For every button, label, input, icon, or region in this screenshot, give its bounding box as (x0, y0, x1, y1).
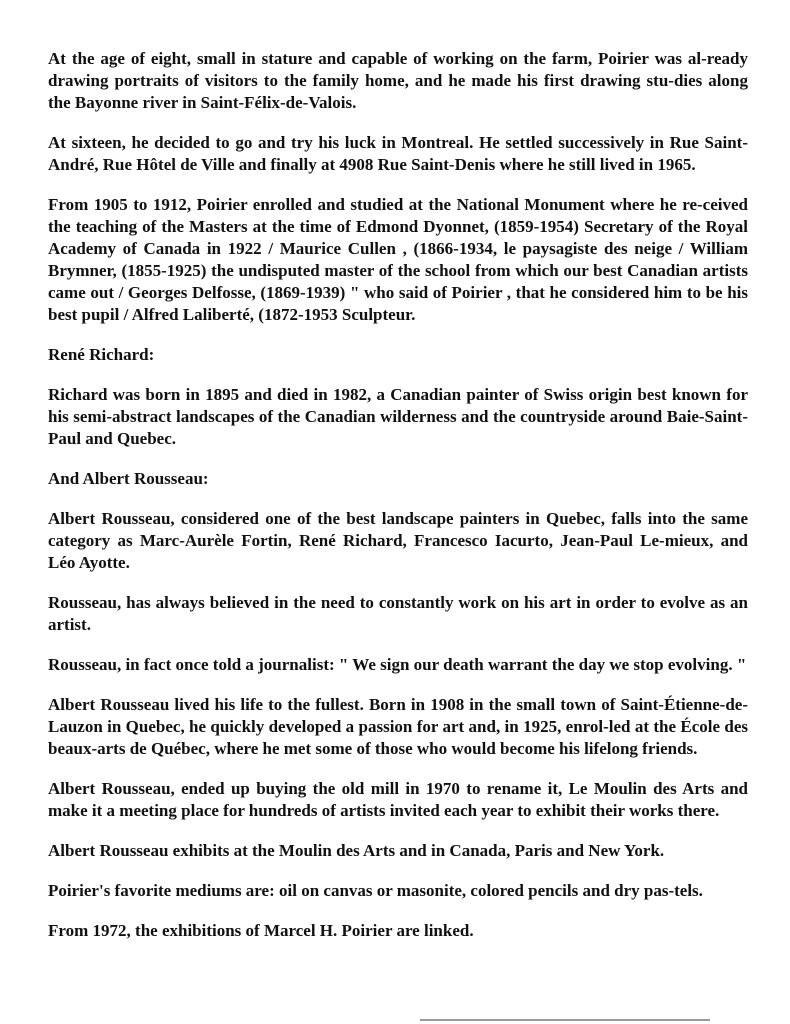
paragraph-rousseau-quote: Rousseau, in fact once told a journalist: " We sign our death warrant the day we stop evolving. " (48, 655, 747, 674)
paragraph-childhood: At the age of eight, small in stature and capable of working on the farm, Poirier was al-ready drawing portraits of visitors to the family home, and he made his first drawing stu-dies along the Bayonne river in Saint-Félix-de-Valois. (48, 49, 748, 112)
paragraph-rousseau-mill: Albert Rousseau, ended up buying the old mill in 1970 to rename it, Le Moulin des Arts and make it a meeting place for hundreds of artists invited each year to exhibit their works there. (48, 779, 748, 820)
paragraph-poirier-mediums: Poirier's favorite mediums are: oil on canvas or masonite, colored pencils and dry pas-tels. (48, 881, 703, 900)
paragraph-rousseau-life: Albert Rousseau lived his life to the fullest. Born in 1908 in the small town of Saint-Étienne-de-Lauzon in Quebec, he quickly developed a passion for art and, in 1925, enrol-led at the École des beaux-arts de Québec, where he met some of those who would become his lifelong friends. (48, 695, 748, 758)
paragraph-rousseau-category: Albert Rousseau, considered one of the best landscape painters in Quebec, falls into the same category as Marc-Aurèle Fortin, René Richard, Francesco Iacurto, Jean-Paul Le-mieux, and Léo Ayotte. (48, 509, 748, 572)
heading-albert-rousseau: And Albert Rousseau: (48, 469, 209, 488)
paragraph-poirier-exhibitions: From 1972, the exhibitions of Marcel H. Poirier are linked. (48, 921, 474, 940)
heading-rene-richard: René Richard: (48, 345, 155, 364)
paragraph-studies: From 1905 to 1912, Poirier enrolled and studied at the National Monument where he re-ceived the teaching of the Masters at the time of Edmond Dyonnet, (1859-1954) Secretary of the Royal Academy of Canada in 1922 / Maurice Cullen , (1866-1934, le paysagiste des neige / William Brymner, (1855-1925) the undisputed master of the school from which our best Canadian artists came out / Georges Delfosse, (1869-1939) " who said of Poirier , that he considered him to be his best pupil / Alfred Laliberté, (1872-1953 Sculpteur. (48, 195, 748, 324)
paragraph-rousseau-exhibits: Albert Rousseau exhibits at the Moulin des Arts and in Canada, Paris and New York. (48, 841, 665, 860)
paragraph-rousseau-evolve: Rousseau, has always believed in the need to constantly work on his art in order to evolve as an artist. (48, 593, 748, 634)
footer-divider (420, 1019, 710, 1021)
document-page (48, 48, 748, 960)
paragraph-richard-bio: Richard was born in 1895 and died in 1982, a Canadian painter of Swiss origin best known for his semi-abstract landscapes of the Canadian wilderness and the countryside around Baie-Saint-Paul and Quebec. (48, 385, 748, 448)
paragraph-montreal: At sixteen, he decided to go and try his luck in Montreal. He settled successively in Rue Saint-André, Rue Hôtel de Ville and finally at 4908 Rue Saint-Denis where he still lived in 1965. (48, 133, 748, 174)
